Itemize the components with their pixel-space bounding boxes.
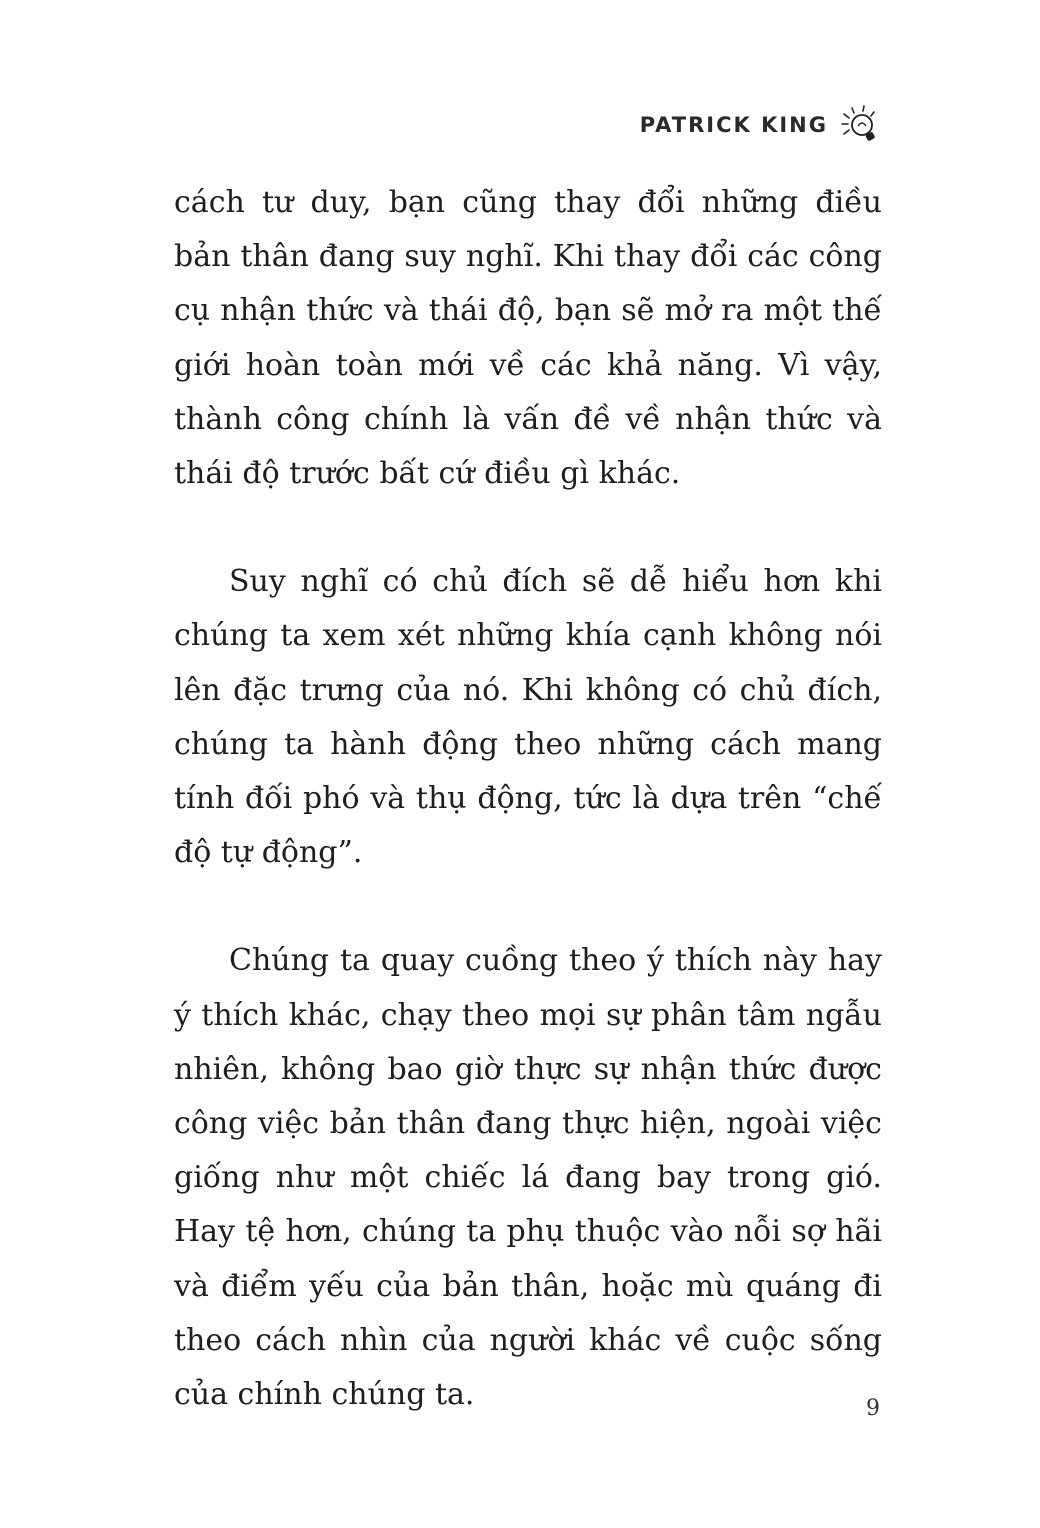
running-header xyxy=(640,104,882,146)
author-name: PATRICK KING xyxy=(639,113,828,137)
paragraph: cách tư duy, bạn cũng thay đổi những điều bản thân đang suy nghĩ. Khi thay đổi các công cụ nhận thức và thái độ, bạn sẽ mở ra một thế giới hoàn toàn mới về các khả năng. Vì vậy, thành công chính là vấn đề về nhận thức và thái độ trước bất cứ điều gì khác. xyxy=(174,185,882,492)
body-text xyxy=(174,176,882,1476)
lightbulb-icon xyxy=(838,104,882,146)
paragraph: Chúng ta quay cuồng theo ý thích này hay ý thích khác, chạy theo mọi sự phân tâm ngẫu nhiên, không bao giờ thực sự nhận thức được công việc bản thân đang thực hiện, ngoài việc giống như một chiếc lá đang bay trong gió. Hay tệ hơn, chúng ta phụ thuộc vào nỗi sợ hãi và điểm yếu của bản thân, hoặc mù quáng đi theo cách nhìn của người khác về cuộc sống của chính chúng ta. xyxy=(174,943,882,1413)
page-number: 9 xyxy=(866,1396,880,1421)
paragraph: Suy nghĩ có chủ đích sẽ dễ hiểu hơn khi chúng ta xem xét những khía cạnh không nói lên đặc trưng của nó. Khi không có chủ đích, chúng ta hành động theo những cách mang tính đối phó và thụ động, tức là dựa trên “chế độ tự động”. xyxy=(174,564,882,871)
